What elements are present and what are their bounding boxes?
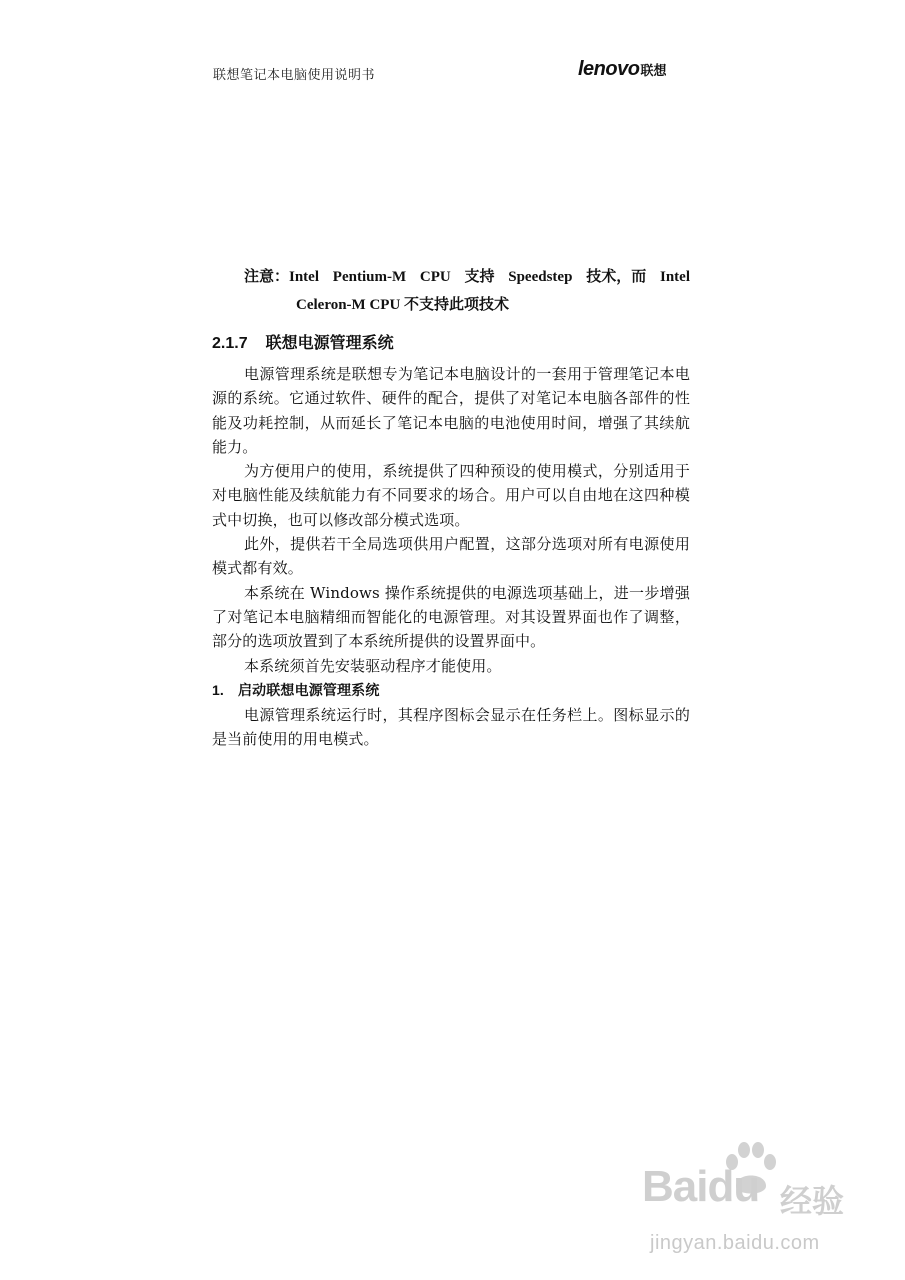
note-word: 技术，而 [586, 269, 647, 285]
subsection-heading [212, 678, 690, 703]
note-line-1 [244, 263, 690, 291]
subsection-title: 启动联想电源管理系统 [237, 682, 380, 699]
note-word: Pentium-M [332, 269, 407, 285]
paragraph: 为方便用户的使用，系统提供了四种预设的使用模式，分别适用于对电脑性能及续航能力有不同要求的场合。用户可以自由地在这四种模式中切换，也可以修改部分模式选项。 [212, 462, 690, 529]
watermark-brand: Baidu [642, 1162, 760, 1211]
note-word: 支持 [464, 269, 495, 285]
baidu-watermark [640, 1140, 860, 1260]
note-block [244, 263, 690, 319]
note-word: CPU [419, 269, 451, 285]
header-title: 联想笔记本电脑使用说明书 [213, 68, 376, 83]
paragraph: 此外，提供若干全局选项供用户配置，这部分选项对所有电源使用模式都有效。 [212, 535, 690, 578]
watermark-cn: 经验 [780, 1182, 845, 1220]
lenovo-logo [578, 58, 666, 82]
paragraph: 电源管理系统是联想专为笔记本电脑设计的一套用于管理笔记本电源的系统。它通过软件、硬件的配合，提供了对笔记本电脑各部件的性能及功耗控制，从而延长了笔记本电脑的电池使用时间，增强了其续航能力。 [212, 365, 690, 456]
logo-text-en: lenovo [578, 58, 640, 80]
paragraph: 本系统在 Windows 操作系统提供的电源选项基础上，进一步增强了对笔记本电脑精细而智能化的电源管理。对其设置界面也作了调整，部分的选项放置到了本系统所提供的设置界面中。 [212, 583, 690, 651]
subsection-number: 1. [212, 681, 224, 698]
section-number: 2.1.7 [212, 335, 248, 352]
watermark-url: jingyan.baidu.com [650, 1232, 820, 1254]
section-title: 联想电源管理系统 [265, 333, 394, 352]
section-heading [212, 330, 394, 353]
note-word: Intel [659, 269, 690, 285]
body-text [212, 362, 690, 752]
note-word: Speedstep [508, 269, 573, 285]
note-word: 注意：Intel [244, 269, 320, 285]
paragraph: 本系统须首先安装驱动程序才能使用。 [244, 656, 502, 675]
logo-text-cn: 联想 [640, 64, 667, 79]
note-line-2: Celeron-M CPU 不支持此项技术 [296, 297, 510, 313]
subsection-paragraph: 电源管理系统运行时，其程序图标会显示在任务栏上。图标显示的是当前使用的用电模式。 [212, 706, 690, 749]
